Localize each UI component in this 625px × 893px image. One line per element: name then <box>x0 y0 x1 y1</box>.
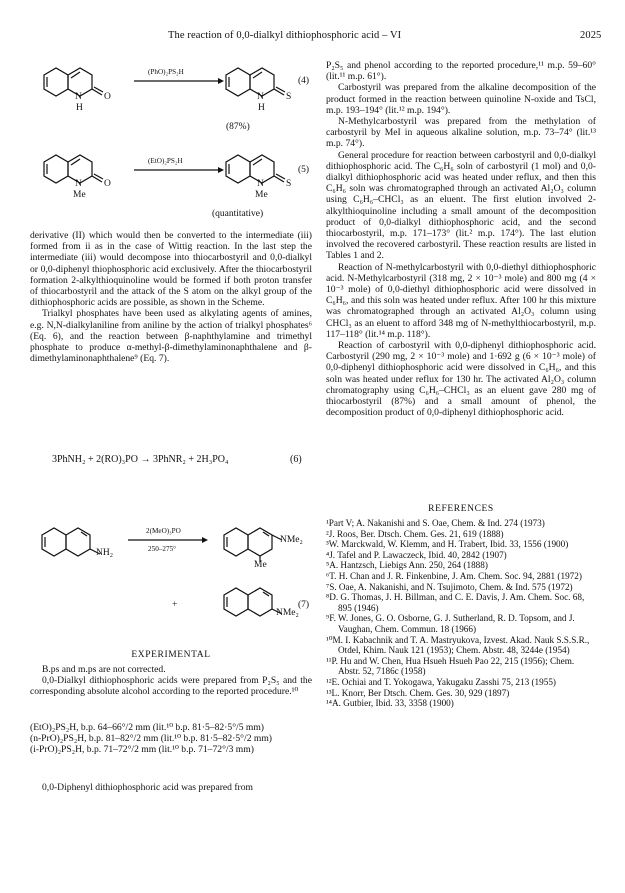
eq6-number: (6) <box>290 454 302 465</box>
paragraph-general-procedure: General procedure for reaction between carbostyril and 0,0-dialkyl dithiophosphoric acid. The C₆H₆ soln of carbostyril (1 mol) and 0,0-dialkyl dithiophosphoric acid was heated under reflux, and then this C₆H₆ soln was chromatographed through an activated Al₂O₃ column using C₆H₆–CHCl₃ as an eluent. The first elution involved 2-alkylthioquinoline including a small amount of the decomposition product of 0,0-dialkyl dithiophosphoric acid, and the second thiocarbostyril, m.p. 171–173° (lit.² m.p. 174°). The last elution involved the recovered carbostyril. These reaction results are listed in Tables 1 and 2. <box>326 149 596 262</box>
eq5-product-n-label: N <box>257 179 264 189</box>
reference-item: ⁵A. Hantzsch, Liebigs Ann. 250, 264 (1888) <box>326 560 488 571</box>
eq7-product-dimethylaminonaphthalene <box>212 580 292 630</box>
reference-item: ⁹F. W. Jones, G. O. Osborne, G. J. Sutherland, R. D. Topsom, and J. Vaughan, Chem. Commun. 18 (1966) <box>326 613 575 634</box>
eq7-product-methyl-dimethylaminonaphthalene <box>212 520 292 570</box>
eq4-o-label: O <box>104 92 111 102</box>
eq4-yield: (87%) <box>226 122 250 132</box>
paragraph-diphenyl-reaction: Reaction of carbostyril with 0,0-diphenyl dithiophosphoric acid. Carbostyril (290 mg, 2 × 10⁻³ mole) and 1·692 g (6 × 10⁻³ mole) of 0,0-diphenyl dithiophosphoric acid were dissolved in C₆H₆, and this soln was heated under reflux for 130 hr. The activated Al₂O₃ column chromatography using C₆H₆–CHCl₃ as an eluent gave 280 mg of thiocarbostyril (87%) and a small amount of phenol, the decomposition product of 0,0-diphenyl dithiophosphoric acid. <box>326 340 596 419</box>
eq4-s-label: S <box>286 92 292 102</box>
eq7-plus: + <box>172 600 178 610</box>
reference-item: ¹¹P. Hu and W. Chen, Hua Hsueh Hsueh Pao 22, 215 (1956); Chem. Abstr. 52, 7186c (1958) <box>326 655 575 677</box>
eq7-nme2-label: NMe₂ <box>280 535 303 545</box>
left-column-body <box>30 230 312 364</box>
eq5-arrow <box>134 165 224 175</box>
eq5-number: (5) <box>298 165 310 175</box>
paragraph-n-methyl-reaction: Reaction of N-methylcarbostyril with 0,0-diethyl dithiophosphoric acid. N-Methylcarbostyril (318 mg, 2 × 10⁻³ mole) and 800 mg (4 × 10⁻³ mole) of 0,0-diethyl dithiophosphoric acid were dissolved in C₆H₆, and this soln was heated under reflux. After 100 hr this mixture was chromatographed through an activated Al₂O₃ column using CHCl₃ as an eluent to afford 348 mg of N-methylthiocarbostyril, m.p. 117–118° (lit.¹⁴ m.p. 118°). <box>326 261 596 340</box>
eq4-number: (4) <box>298 76 310 86</box>
reference-item: ¹⁰M. I. Kabachnik and T. A. Mastryukova, Izvest. Akad. Nauk S.S.S.R., Otdel, Khim. Nauk 121 (1953); Chem. Abstr. 48, 3244e (1954) <box>326 634 590 656</box>
reference-item: ³W. Marckwald, W. Klemm, and H. Trabert, Ibid. 33, 1556 (1900) <box>326 539 569 550</box>
experimental-dialkyl-acids: 0,0-Dialkyl dithiophosphoric acids were prepared from P₂S₅ and the corresponding absolute alcohol according to the reported procedure.¹⁰ <box>30 675 312 698</box>
eq4-product-h-label: H <box>258 103 265 113</box>
paragraph-methylcarbostyril-prep: N-Methylcarbostyril was prepared from the methylation of carbostyril by MeI in aqueous alkaline solution, m.p. 73–74° (lit.¹³ m.p. 74°). <box>326 116 596 150</box>
eq5-o-label: O <box>104 179 111 189</box>
right-column-body <box>326 60 596 419</box>
page-number: 2025 <box>580 30 602 41</box>
reference-item: ¹Part V; A. Nakanishi and S. Oae, Chem. & Ind. 274 (1973) <box>326 518 545 528</box>
eq7-nh2-label: NH₂ <box>96 548 114 558</box>
experimental-note: B.ps and m.ps are not corrected. <box>42 664 166 675</box>
paragraph-trialkyl-phosphates: Trialkyl phosphates have been used as alkylating agents of amines, e.g. N,N-dialkylaniline from aniline by the action of trialkyl phosphates⁶ (Eq. 6), and the reaction between β-naphthylamine and trimethyl phosphate to produce α-methyl-β-dimethylaminonaphthalene and β-dimethylaminonaphthalene⁹ (Eq. 7). <box>30 308 312 365</box>
reference-item: ⁸D. G. Thomas, J. H. Billman, and C. E. Davis, J. Am. Chem. Soc. 68, 895 (1946) <box>326 592 585 613</box>
reference-item: ¹²E. Ochiai and T. Yokogawa, Yakugaku Zasshi 75, 213 (1955) <box>326 676 556 687</box>
paragraph-diphenyl-prep: P₂S₅ and phenol according to the reported procedure,¹¹ m.p. 59–60° (lit.¹¹ m.p. 61°). <box>326 60 596 83</box>
eq7-reactant-naphthylamine <box>30 520 110 570</box>
eq4-reagent: (PhO)₂PS₂H <box>148 68 184 76</box>
references-list <box>326 518 596 709</box>
eq7-conditions: 250–275° <box>148 545 177 553</box>
eq5-reagent: (EtO)₂PS₂H <box>148 157 183 165</box>
eq7-arrow <box>128 535 208 545</box>
eq7-me-label: Me <box>254 560 267 570</box>
bp-n-propyl: (n-PrO)₂PS₂H, b.p. 81–82°/2 mm (lit.¹⁰ b.p. 81·5–82·5°/2 mm) <box>30 733 273 745</box>
reference-item: ⁴J. Tafel and P. Lawaczeck, Ibid. 40, 2842 (1907) <box>326 549 507 560</box>
eq7-number: (7) <box>298 600 310 610</box>
bp-ethyl: (EtO)₂PS₂H, b.p. 64–66°/2 mm (lit.¹⁰ b.p. 81·5–82·5°/5 mm) <box>30 722 265 733</box>
experimental-body <box>30 664 312 698</box>
eq7-reagent: 2(MeO)₃PO <box>146 527 181 535</box>
eq4-arrow <box>134 76 224 86</box>
reference-item: ¹³L. Knorr, Ber Dtsch. Chem. Ges. 30, 929 (1897) <box>326 687 510 698</box>
reference-item: ²J. Roos, Ber. Dtsch. Chem. Ges. 21, 619 (1888) <box>326 528 504 539</box>
reference-item: ⁶T. H. Chan and J. R. Finkenbine, J. Am. Chem. Soc. 94, 2881 (1972) <box>326 570 582 581</box>
reference-item: ⁷S. Oae, A. Nakanishi, and N. Tsujimoto, Chem. & Ind. 575 (1972) <box>326 581 573 592</box>
eq5-product-me-label: Me <box>255 190 268 200</box>
eq5-me-label: Me <box>73 190 86 200</box>
eq5-s-label: S <box>286 179 292 189</box>
eq5-yield: (quantitative) <box>212 209 264 219</box>
eq4-product-n-label: N <box>257 92 264 102</box>
eq5-n-label: N <box>75 179 82 189</box>
eq4-n-label: N <box>75 92 82 102</box>
eq7-nme2b-label: NMe₂ <box>276 608 299 618</box>
paragraph-carbostyril-prep: Carbostyril was prepared from the alkaline decomposition of the product formed in the reaction between quinoline N-oxide and TsCl, m.p. 193–194° (lit.¹² m.p. 194°). <box>326 82 596 116</box>
reference-item: ¹⁴A. Gutbier, Ibid. 33, 3358 (1900) <box>326 698 454 709</box>
references-heading: REFERENCES <box>428 504 494 514</box>
experimental-heading: EXPERIMENTAL <box>131 650 211 660</box>
boiling-points-list <box>30 722 312 756</box>
paragraph-mechanism: derivative (II) which would then be converted to the intermediate (iii) formed from ii as in the case of Wittig reaction. In the last step the intermediate (iii) would decompose into thiocarbostyril and 0,0-dialkyl or 0,0-diphenyl thiophosphoric acid exclusively. After the thiocarbostyril formation 2-alkylthioquinoline would be formed if both proton transfer of thiocarbostyril and the attack of the S atom on the alkyl group of the dithiophosphoric acids are possible, as shown in the Scheme. <box>30 230 312 309</box>
running-header: The reaction of 0,0-dialkyl dithiophosphoric acid – VI <box>168 30 402 41</box>
eq4-h-label: H <box>76 103 83 113</box>
experimental-diphenyl-intro: 0,0-Diphenyl dithiophosphoric acid was prepared from <box>42 782 254 793</box>
bp-i-propyl: (i-PrO)₂PS₂H, b.p. 71–72°/2 mm (lit.¹⁰ b.p. 71–72°/3 mm) <box>30 744 254 756</box>
eq6-equation: 3PhNH₂ + 2(RO)₃PO → 3PhNR₂ + 2H₃PO₄ <box>52 454 229 465</box>
